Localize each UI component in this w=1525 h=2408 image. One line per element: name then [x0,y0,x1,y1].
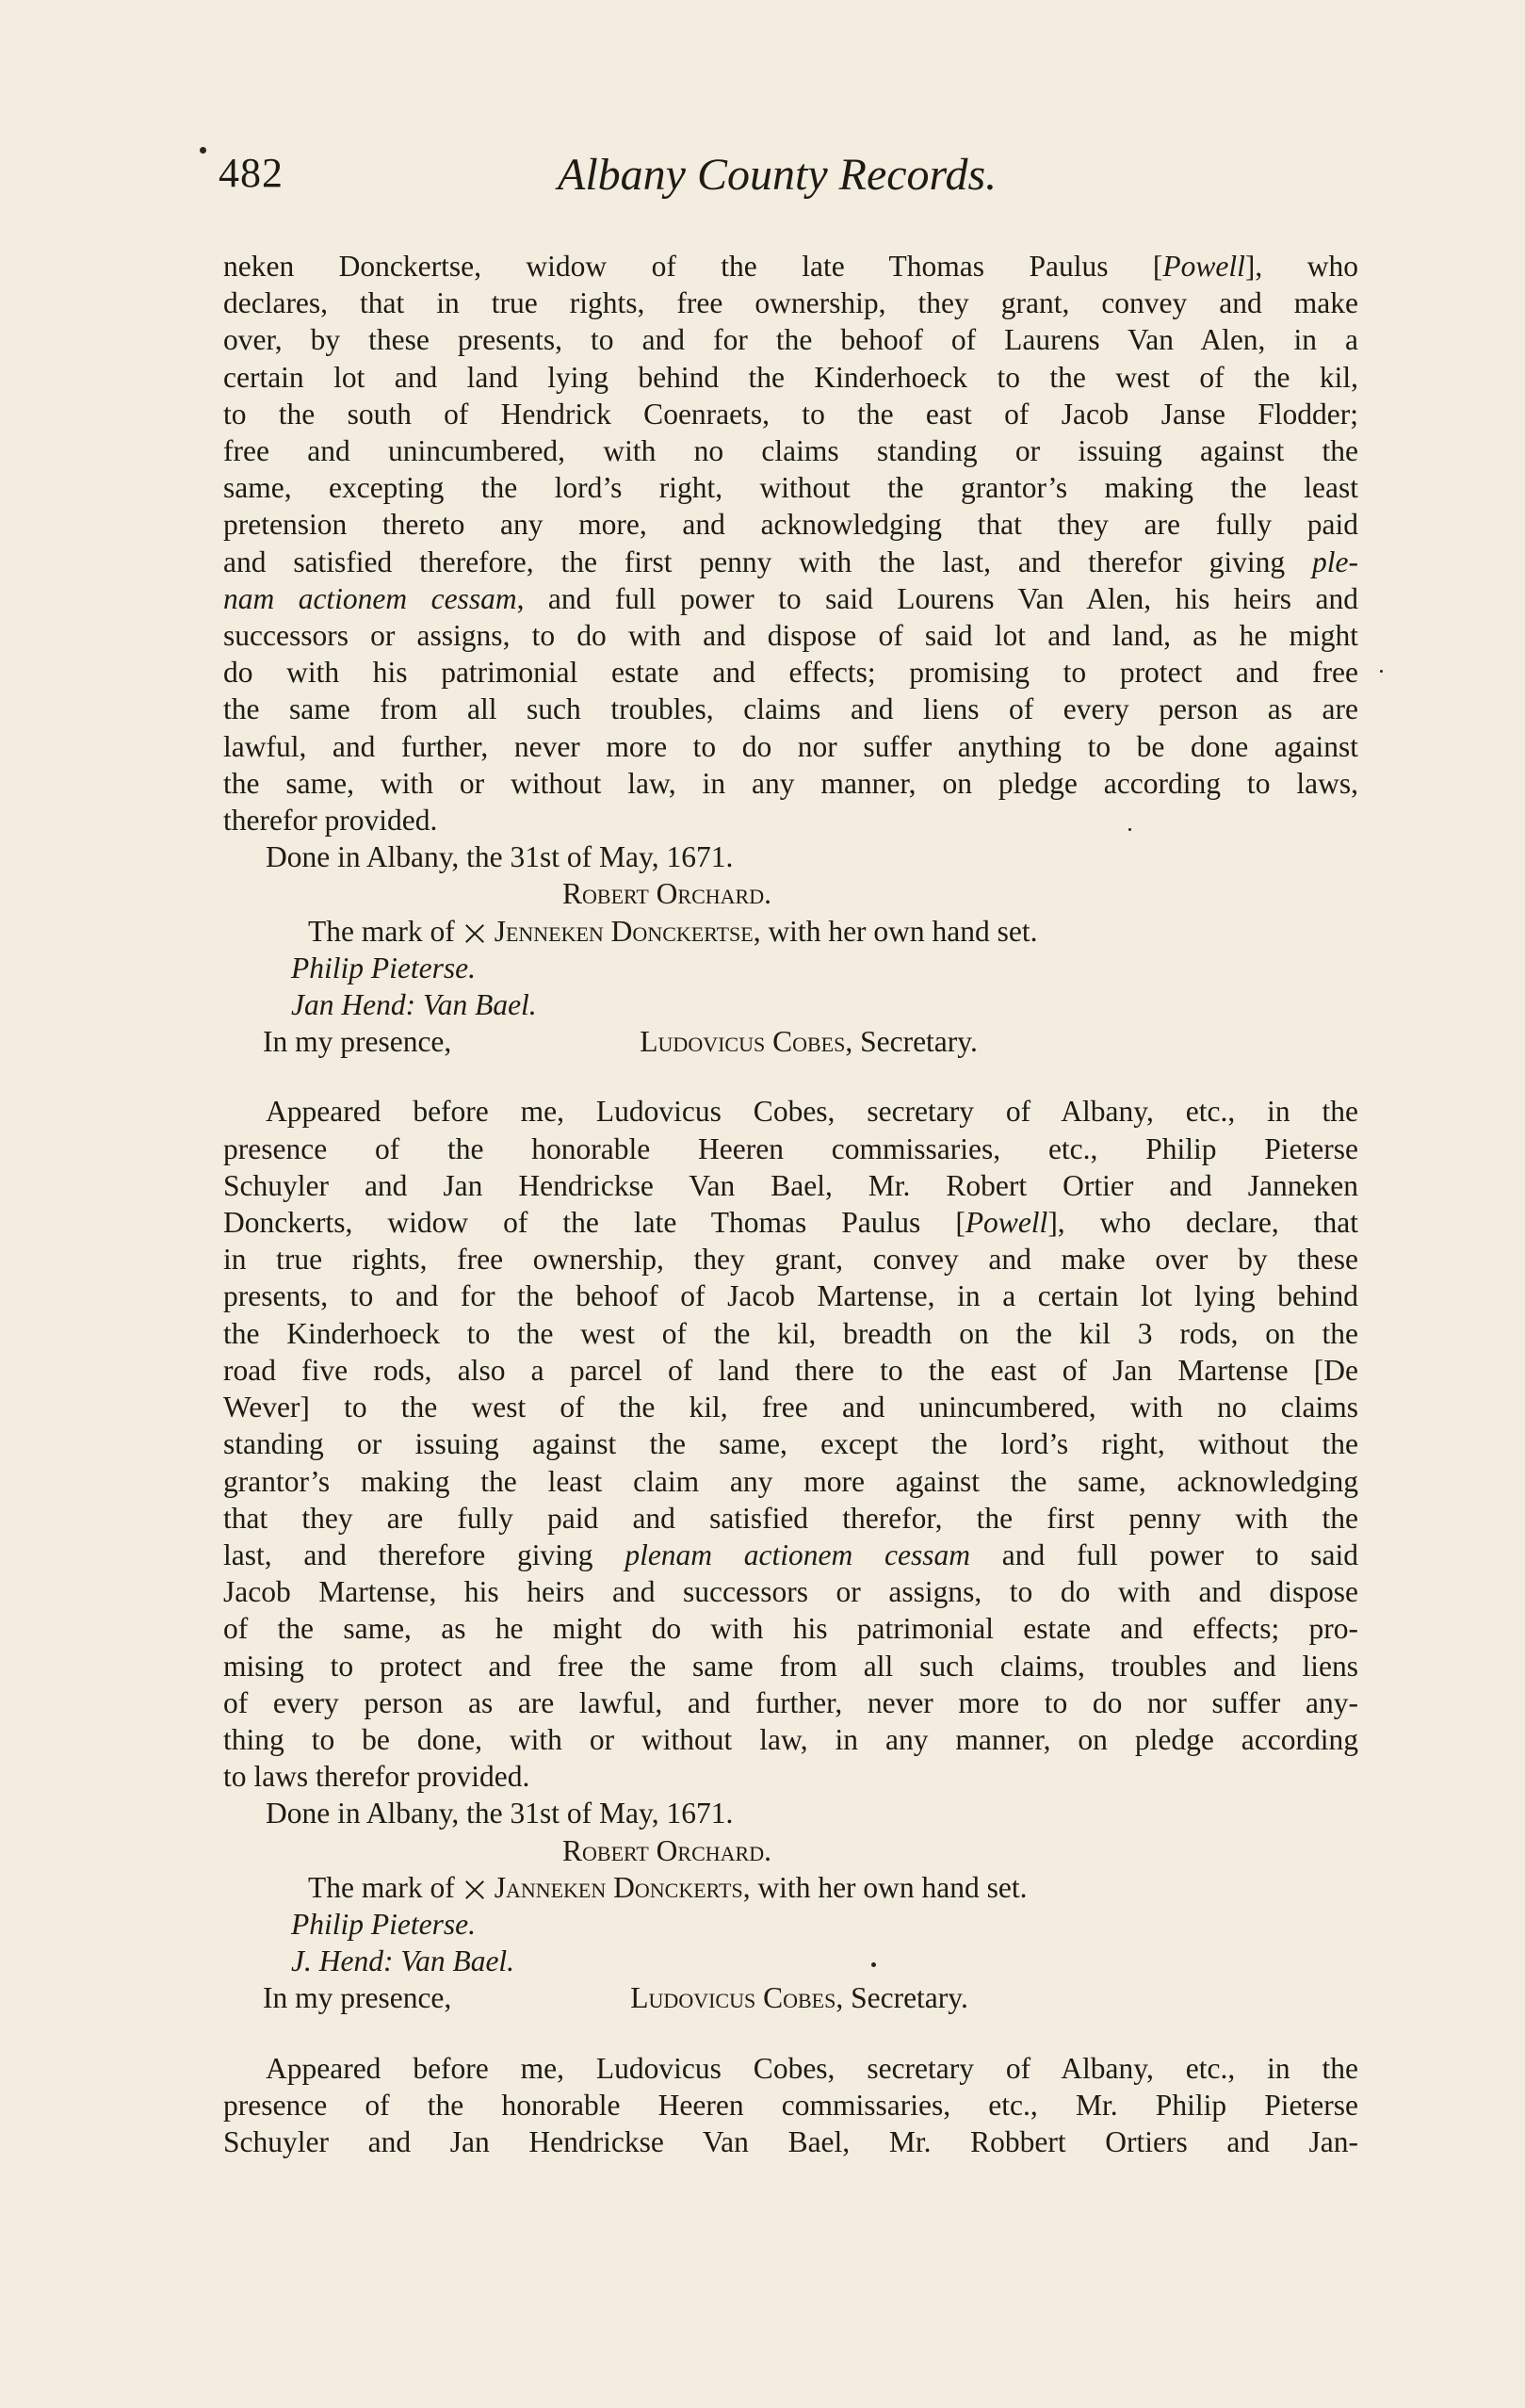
text-line: that they are fully paid and satisfied therefor, the first penny with the [223,1501,1358,1535]
text-segment: In my presence, [263,1981,452,2015]
signatory-name: Robert Orchard. [562,1833,771,1867]
text-line: thing to be done, with or without law, in any manner, on pledge according [223,1722,1358,1756]
text-line: successors or assigns, to do with and dispose of said lot and land, as he might [223,619,1358,653]
date-line: Done in Albany, the 31st of May, 1671. [266,1797,734,1830]
text-segment: Donckerts, widow of the late Thomas Paulus [ [223,1206,965,1240]
signatory-name: Robert Orchard. [562,877,771,911]
text-line [223,1204,1358,1241]
text-segment: , with her own hand set. [742,1870,1028,1904]
text-line: in true rights, free ownership, they grant, convey and make over by these [223,1243,1358,1277]
page-header [219,149,1368,215]
text-line: the same from all such troubles, claims and liens of every person as are [223,692,1358,726]
text-line: the Kinderhoeck to the west of the kil, breadth on the kil 3 rods, on the [223,1316,1358,1350]
witness-name: Philip Pieterse. [291,951,476,984]
secretary-name: Ludovicus Cobes [630,1981,836,2015]
text-line: grantor’s making the least claim any more against the same, acknowledging [223,1464,1358,1498]
text-line: same, excepting the lord’s right, without the grantor’s making the least [223,471,1358,505]
witness-name: Jan Hend: Van Bael. [291,988,537,1022]
text-line: of the same, as he might do with his patrimonial estate and effects; pro- [223,1612,1358,1646]
page-body [223,248,1358,2160]
text-line: declares, that in true rights, free ownership, they grant, convey and make [223,286,1358,320]
text-segment: The mark of [308,914,455,948]
text-line: standing or issuing against the same, except the lord’s right, without the [223,1427,1358,1461]
presence-line [223,1979,1358,2016]
text-segment: , and full power to said Lourens Van Alen, his heirs and [516,581,1358,615]
text-line [223,1537,1358,1573]
text-segment: The mark of [308,1870,455,1904]
text-line: road five rods, also a parcel of land there to the east of Jan Martense [De [223,1353,1358,1387]
paragraph-gap [223,2017,1358,2050]
mark-line [223,913,1358,950]
text-line: over, by these presents, to and for the behoof of Laurens Van Alen, in a [223,323,1358,357]
text-line: the same, with or without law, in any manner, on pledge according to laws, [223,766,1358,800]
text-line: lawful, and further, never more to do nor suffer anything to be done against [223,729,1358,763]
deed-paragraph-2 [223,1093,1358,1795]
text-line: Appeared before me, Ludovicus Cobes, secretary of Albany, etc., in the [266,1095,1358,1129]
italic-name: Powell [1162,250,1245,283]
cross-mark-icon [464,1879,485,1899]
mark-line [223,1869,1358,1906]
signature-block-2 [223,1795,1358,2016]
text-line [223,580,1358,617]
text-line: Wever] to the west of the kil, free and unincumbered, with no claims [223,1391,1358,1424]
text-segment: , with her own hand set. [753,914,1038,948]
text-line: to laws therefor provided. [223,1760,530,1794]
italic-latin: nam actionem cessam [223,581,517,615]
date-line: Done in Albany, the 31st of May, 1671. [266,840,734,874]
cross-mark-icon [464,922,485,943]
text-line: Schuyler and Jan Hendrickse Van Bael, Mr. Robbert Ortiers and Jan- [223,2124,1358,2158]
text-line: do with his patrimonial estate and effects; promising to protect and free [223,656,1358,690]
text-line: Jacob Martense, his heirs and successors or assigns, to do with and dispose [223,1575,1358,1609]
text-line: mising to protect and free the same from all such claims, troubles and liens [223,1649,1358,1683]
marker-name: Janneken Donckerts [494,1870,743,1904]
text-line: to the south of Hendrick Coenraets, to the east of Jacob Janse Flodder; [223,397,1358,431]
text-line: of every person as are lawful, and further, never more to do nor suffer any- [223,1685,1358,1719]
italic-latin: plenam actionem cessam [625,1538,971,1571]
deed-paragraph-1 [223,248,1358,838]
witness-name: J. Hend: Van Bael. [291,1944,515,1978]
text-line: Schuyler and Jan Hendrickse Van Bael, Mr. Robert Ortier and Janneken [223,1168,1358,1202]
italic-latin: ple- [1312,545,1358,578]
text-segment: , Secretary. [845,1025,978,1059]
text-segment: ], who [1244,250,1358,283]
text-line: pretension thereto any more, and acknowledging that they are fully paid [223,508,1358,542]
paragraph-gap [223,1060,1358,1093]
text-segment: last, and therefore giving [223,1538,625,1571]
deed-paragraph-3 [223,2050,1358,2161]
text-line [223,248,1358,285]
presence-line [223,1023,1358,1060]
text-line [223,544,1358,580]
text-line: therefor provided. [223,804,438,838]
ink-speck [200,147,206,154]
running-title: Albany County Records. [558,150,998,200]
text-line: Appeared before me, Ludovicus Cobes, secretary of Albany, etc., in the [266,2051,1358,2085]
text-line: presents, to and for the behoof of Jacob Martense, in a certain lot lying behind [223,1279,1358,1313]
text-segment: neken Donckertse, widow of the late Thomas Paulus [ [223,250,1163,283]
italic-name: Powell [965,1206,1048,1240]
text-segment: ], who declare, that [1047,1206,1359,1240]
text-segment: In my presence, [263,1025,452,1059]
text-line: presence of the honorable Heeren commissaries, etc., Philip Pieterse [223,1131,1358,1165]
witness-name: Philip Pieterse. [291,1907,476,1941]
text-segment: and full power to said [970,1538,1358,1571]
text-line: presence of the honorable Heeren commissaries, etc., Mr. Philip Pieterse [223,2088,1358,2122]
text-segment: and satisfied therefore, the first penny with the last, and therefor giving [223,545,1313,578]
signature-block-1 [223,838,1358,1060]
text-line: certain lot and land lying behind the Kinderhoeck to the west of the kil, [223,360,1358,394]
text-segment: , Secretary. [836,1981,968,2015]
text-line: free and unincumbered, with no claims standing or issuing against the [223,434,1358,468]
page-number: 482 [219,150,284,196]
ink-speck [1380,670,1383,673]
secretary-name: Ludovicus Cobes [640,1025,846,1059]
marker-name: Jenneken Donckertse [494,914,754,948]
